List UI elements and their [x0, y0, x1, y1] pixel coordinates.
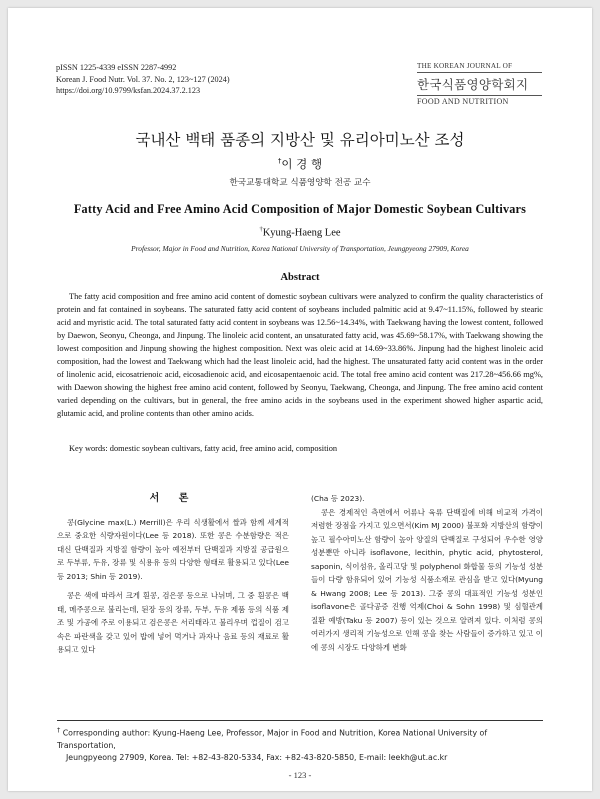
page-number: - 123 - — [288, 770, 312, 780]
left-column — [57, 492, 289, 657]
intro-paragraph-1: 콩(Glycine max(L.) Merrill)은 우리 식생활에서 쌀과 함께 세계적으로 중요한 식량자원이다(Lee 등 2018). 또한 콩은 수분함량은 적은 대신 단백질과 지방질 함량이 높아 예전부터 단백질과 지방질 공급원으로 두부류, 두유, 장류 및 식용유 등의 다양한 형태로 활용되고 있다(Lee 등 2013; Shin 등 2019). — [57, 517, 289, 581]
affiliation-english: Professor, Major in Food and Nutrition, Korea National University of Transportation, Jeungpyeong 27909, Korea — [131, 244, 469, 253]
issn-line: pISSN 1225-4339 eISSN 2287-4992 — [56, 63, 177, 72]
publication-info — [56, 62, 230, 97]
journal-subtitle: FOOD AND NUTRITION — [417, 95, 542, 106]
introduction-heading: 서 론 — [149, 493, 197, 504]
author-korean — [8, 156, 592, 172]
keywords: Key words: domestic soybean cultivars, fatty acid, free amino acid, composition — [69, 444, 338, 453]
citation-line: Korean J. Food Nutr. Vol. 37. No. 2, 123~127 (2024) — [56, 74, 230, 84]
author-english — [8, 226, 592, 239]
journal-name-kr: 한국식품영양학회지 — [417, 77, 529, 92]
corresponding-mark-en: † — [259, 226, 263, 233]
author-english-name: Kyung-Haeng Lee — [262, 227, 341, 239]
right-column — [311, 492, 543, 654]
footnote-mark: † — [57, 726, 61, 734]
title-english: Fatty Acid and Free Amino Acid Composition of Major Domestic Soybean Cultivars — [73, 202, 527, 216]
intro-paragraph-3: 콩은 경제적인 측면에서 어류나 육류 단백질에 비해 비교적 가격이 저렴한 장점을 가지고 있으면서(Kim MJ 2000) 불포화 지방산의 함량이 높고 필수아미노산 함량이 높아 양질의 단백질로 구성되어 우수한 영양성분뿐만 아니라 isoflavone, lecithin, phytic acid, phytosterol, saponin, 식이섬유, 올리고당 및 polyphenol 화합물 등의 기능성 성분들이 다량 함유되어 있어 기능성 식품소재로 관심을 받고 있다(Myung & Hwang 2008; Lee 등 2013). 그중 콩의 대표적인 기능성 성분인 isoflavone은 골다공증 진행 억제(Choi & Sohn 1998) 및 심혈관계 질환 예방(Taku 등 2007) 등이 있는 것으로 알려져 있다. 이처럼 콩의 여러가지 생리적 기능성으로 인해 콩을 찾는 사람들이 증가하고 있고 이에 콩의 시장도 다양하게 변화 — [311, 507, 543, 652]
footnote-divider — [57, 720, 543, 721]
corresponding-footnote — [57, 724, 543, 764]
abstract-heading: Abstract — [280, 272, 320, 283]
affiliation-korean: 한국교통대학교 식품영양학 전공 교수 — [229, 178, 371, 188]
paper-page — [8, 8, 592, 791]
corresponding-mark: † — [277, 157, 282, 166]
journal-name-en: THE KOREAN JOURNAL OF — [417, 62, 542, 73]
footnote-line-2: Jeungpyeong 27909, Korea. Tel: +82-43-820-5334, Fax: +82-43-820-5850, E-mail: leekh@ut.ac.kr — [66, 752, 448, 762]
abstract-body: The fatty acid composition and free amino acid content of domestic soybean cultivars were analyzed to confirm the quality characteristics of protein and fat contained in soybeans. The saturated fatty acid content of soybeans included palmitic acid at 9.47~11.15%, followed by stearic acid and myristic acid. The total saturated fatty acid content in soybeans was 12.56~14.34%, with Taekwang having the lowest content, followed by Daewon, Seonyu, Cheonga, and Jinpung. The linoleic acid content, an unsaturated fatty acid, was 45.69~58.17%, with Taekwang showing the lowest composition and Jinpung showing the highest composition. Next was oleic acid at 14.69~33.86%. Jinpung had the highest linoleic acid composition, had the lowest and Taekwang which had the least linoleic acid, had the highest. The unsaturated fatty acid content was in the order of linolenic acid, eicosatrienoic acid, eicosadienoic acid, and eicosapentaenoic acid. The total free amino acid content was 217.28~456.66 mg%, with Daewon showing the highest free amino acid content, followed by Seonyu, Taekwang, Cheonga, and Jinpung. The free amino acid content varied depending on the cultivars, but in general, the free amino acids in the soybeans used in the experiment showed higher aspartic acid, glutamic acid, and proline contents than other amino acids. — [57, 292, 543, 419]
journal-logo — [417, 62, 542, 106]
title-korean: 국내산 백태 품종의 지방산 및 유리아미노산 조성 — [135, 131, 465, 149]
author-korean-name: 이 경 행 — [281, 157, 323, 171]
intro-citation-continued: (Cha 등 2023). — [311, 494, 365, 503]
footnote-line-1: Corresponding author: Kyung-Haeng Lee, Professor, Major in Food and Nutrition, Korea National University of Transportation, — [57, 728, 488, 750]
intro-paragraph-2: 콩은 색에 따라서 크게 흰콩, 검은콩 등으로 나뉘며, 그 중 흰콩은 백태, 메주콩으로 불리는데, 된장 등의 장류, 두부, 두유 제품 등의 식품 제조 및 가공에 주로 이용되고 검은콩은 서리태라고 불리우며 껍질이 검고 속은 파란색을 갖고 있어 밥에 넣어 먹거나 과자나 음료 등의 재료로 활용되고 있다 — [57, 591, 289, 654]
doi-link[interactable]: https://doi.org/10.9799/ksfan.2024.37.2.123 — [56, 86, 201, 95]
